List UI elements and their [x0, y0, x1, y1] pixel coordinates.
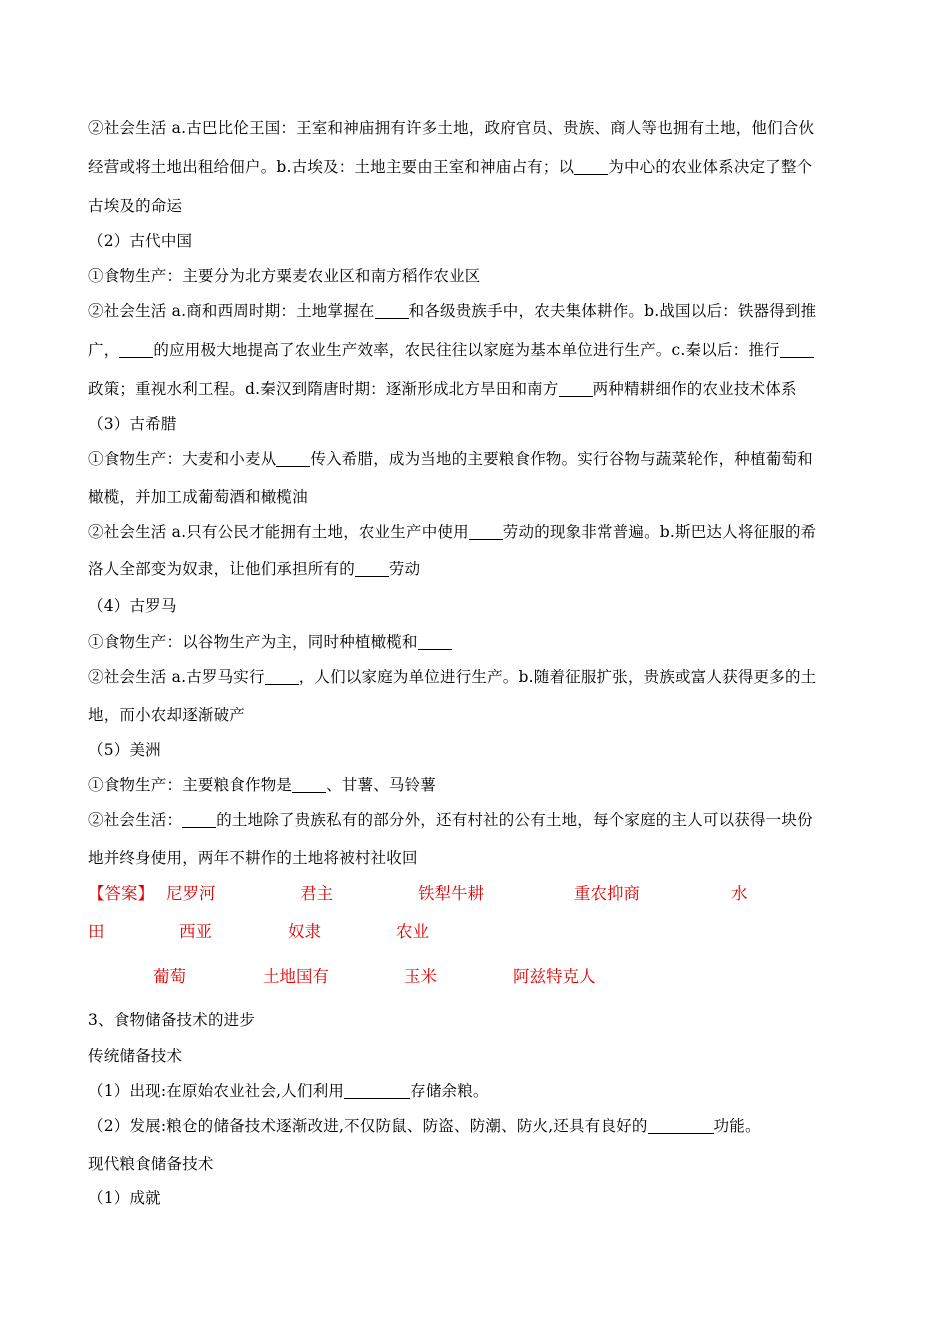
text-span: 地并终身使用，两年不耕作的土地将被村社收回: [88, 849, 418, 867]
section-title: [88, 1008, 255, 1030]
text-span: （4）古罗马: [88, 597, 177, 615]
text-span: ②社会生活 a.商和西周时期：土地掌握在: [88, 302, 375, 320]
fill-blank: [344, 1083, 410, 1100]
text-span: 为中心的农业体系决定了整个: [608, 158, 813, 176]
text-span: ①食物生产：主要粮食作物是: [88, 776, 293, 794]
text-line: [88, 808, 813, 830]
text-span: 3、食物储备技术的进步: [88, 1011, 256, 1029]
fill-blank: [780, 342, 814, 359]
fill-blank: [648, 1118, 714, 1135]
text-span: ②社会生活 a.古罗马实行: [88, 668, 265, 686]
text-line: [88, 116, 814, 138]
text-span: ①食物生产：主要分为北方粟麦农业区和南方稻作农业区: [88, 267, 481, 285]
answer-item: 铁犁牛耕: [418, 884, 484, 903]
answer-item: 土地国有: [263, 967, 329, 986]
text-line: [88, 1114, 761, 1136]
text-span: 传入希腊，成为当地的主要粮食作物。实行谷物与蔬菜轮作，种植葡萄和: [310, 450, 813, 468]
answer-item: 葡萄: [153, 967, 186, 986]
section-heading: [88, 1152, 214, 1174]
section-heading: [88, 594, 177, 616]
answer-item: 玉米: [404, 967, 437, 986]
answer-item: 田: [88, 922, 105, 941]
text-line: [88, 377, 797, 399]
text-span: 和各级贵族手中，农夫集体耕作。b.战国以后：铁器得到推: [408, 302, 817, 320]
text-span: （1）成就: [88, 1189, 161, 1207]
text-span: 存储余粮。: [410, 1082, 489, 1100]
text-span: 功能。: [713, 1117, 761, 1135]
text-line: [88, 630, 452, 652]
section-heading: [88, 412, 177, 434]
text-line: [88, 1186, 161, 1208]
text-span: ②社会生活：: [88, 811, 183, 829]
text-span: 劳动的现象非常普遍。b.斯巴达人将征服的希: [502, 523, 817, 541]
text-span: 劳动: [388, 560, 421, 578]
text-span: 地，而小农却逐渐破产: [88, 706, 246, 724]
text-line: [88, 194, 182, 216]
text-span: （5）美洲: [88, 741, 161, 759]
text-line: [88, 485, 308, 507]
fill-blank: [276, 451, 310, 468]
answer-item: 农业: [396, 922, 429, 941]
fill-blank: [119, 342, 153, 359]
answer-item: 尼罗河: [166, 884, 216, 903]
text-line: [88, 520, 816, 542]
answer-label: 【答案】: [88, 884, 154, 903]
text-line: [88, 557, 420, 579]
section-heading: [88, 1044, 182, 1066]
text-span: （3）古希腊: [88, 415, 177, 433]
text-span: 广，: [88, 341, 120, 359]
fill-blank: [469, 524, 503, 541]
text-span: ①食物生产：大麦和小麦从: [88, 450, 277, 468]
text-span: 古埃及的命运: [88, 197, 183, 215]
fill-blank: [355, 561, 389, 578]
text-span: ①食物生产：以谷物生产为主，同时种植橄榄和: [88, 633, 418, 651]
text-span: 现代粮食储备技术: [88, 1155, 214, 1173]
fill-blank: [375, 303, 409, 320]
fill-blank: [182, 812, 216, 829]
text-line: [88, 447, 813, 469]
text-span: 橄榄，并加工成葡萄酒和橄榄油: [88, 488, 308, 506]
answer-item: 西亚: [179, 922, 212, 941]
text-span: ②社会生活 a.只有公民才能拥有土地，农业生产中使用: [88, 523, 469, 541]
text-span: 、甘薯、马铃薯: [326, 776, 437, 794]
text-span: 的土地除了贵族私有的部分外，还有村社的公有土地，每个家庭的主人可以获得一块份: [216, 811, 813, 829]
answer-item: 阿兹特克人: [513, 967, 596, 986]
text-span: 两种精耕细作的农业技术体系: [592, 380, 797, 398]
fill-blank: [559, 381, 593, 398]
answer-item: 君主: [300, 884, 333, 903]
text-span: 的应用极大地提高了农业生产效率，农民往往以家庭为基本单位进行生产。c.秦以后：推行: [153, 341, 780, 359]
text-line: [88, 299, 816, 321]
text-line: [88, 665, 816, 687]
fill-blank: [418, 634, 452, 651]
section-heading: [88, 738, 161, 760]
text-line: [88, 155, 812, 177]
text-line: [88, 338, 814, 360]
text-span: 洛人全部变为奴隶，让他们承担所有的: [88, 560, 355, 578]
text-span: 传统储备技术: [88, 1047, 183, 1065]
section-heading: [88, 229, 192, 251]
text-line: [88, 1079, 489, 1101]
answer-item: 奴隶: [288, 922, 321, 941]
fill-blank: [292, 777, 326, 794]
answer-item: 重农抑商: [574, 884, 640, 903]
text-span: （2）古代中国: [88, 232, 193, 250]
text-span: （1）出现:在原始农业社会,人们利用: [88, 1082, 345, 1100]
fill-blank: [265, 669, 299, 686]
text-line: [88, 264, 481, 286]
text-span: 经营或将土地出租给佃户。b.古埃及：土地主要由王室和神庙占有；以: [88, 158, 575, 176]
text-line: [88, 846, 418, 868]
text-line: [88, 773, 436, 795]
text-span: ②社会生活 a.古巴比伦王国：王室和神庙拥有许多土地，政府官员、贵族、商人等也拥有土地，他们合伙: [88, 119, 815, 137]
text-span: （2）发展:粮仓的储备技术逐渐改进,不仅防鼠、防盗、防潮、防火,还具有良好的: [88, 1117, 648, 1135]
text-line: [88, 703, 245, 725]
text-span: ，人们以家庭为单位进行生产。b.随着征服扩张，贵族或富人获得更多的土: [298, 668, 817, 686]
fill-blank: [574, 159, 608, 176]
text-span: 政策；重视水利工程。d.秦汉到隋唐时期：逐渐形成北方旱田和南方: [88, 380, 559, 398]
answer-item: 水: [731, 884, 748, 903]
